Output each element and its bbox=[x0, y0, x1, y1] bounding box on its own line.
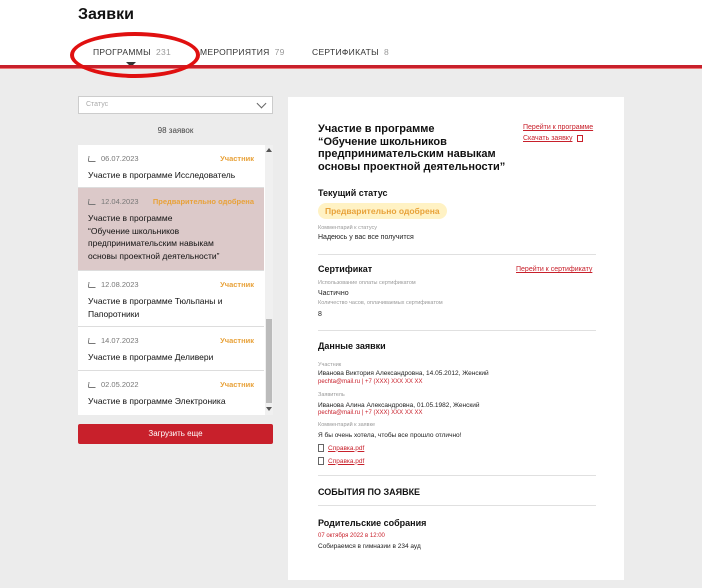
item-title: Участие в программе “Обучение школьников предпринимательским навыкам основы проектной деятельности” bbox=[88, 213, 220, 261]
item-date: 02.05.2022 bbox=[101, 380, 139, 389]
tab-events-count: 79 bbox=[274, 47, 285, 57]
reply-icon bbox=[87, 338, 96, 344]
request-detail-panel bbox=[288, 97, 624, 580]
item-title: Участие в программе Деливери bbox=[88, 352, 214, 362]
tab-events-label: МЕРОПРИЯТИЯ bbox=[200, 47, 270, 57]
list-item[interactable] bbox=[78, 271, 264, 327]
divider bbox=[318, 505, 596, 506]
status-badge: Предварительно одобрена bbox=[318, 203, 447, 219]
cert-hours: 8 bbox=[318, 311, 322, 318]
status-filter-select[interactable] bbox=[78, 96, 273, 114]
load-more-button[interactable]: Загрузить еще bbox=[78, 424, 273, 444]
item-role: Участник bbox=[220, 336, 254, 345]
list-item[interactable] bbox=[78, 145, 264, 188]
item-title: Участие в программе Электроника bbox=[88, 396, 226, 406]
cert-usage: Частично bbox=[318, 290, 349, 297]
applicant-label: Заявитель bbox=[318, 392, 345, 398]
status-comment-label: Комментарий к статусу bbox=[318, 225, 378, 231]
tab-certificates[interactable] bbox=[312, 47, 389, 57]
item-date: 12.04.2023 bbox=[101, 197, 139, 206]
item-title: Участие в программе Исследователь bbox=[88, 170, 236, 180]
attachment-name: Справка.pdf bbox=[328, 457, 365, 465]
status-heading: Текущий статус bbox=[318, 188, 388, 198]
attachment-name: Справка.pdf bbox=[328, 444, 365, 452]
scroll-up-icon[interactable] bbox=[266, 148, 272, 152]
item-date: 12.08.2023 bbox=[101, 280, 139, 289]
divider bbox=[318, 330, 596, 331]
status-comment: Надеюсь у вас все получится bbox=[318, 234, 414, 241]
tab-events[interactable] bbox=[200, 47, 285, 57]
participant-label: Участник bbox=[318, 362, 342, 368]
go-to-program-link[interactable]: Перейти к программе bbox=[523, 124, 594, 131]
certificate-heading: Сертификат bbox=[318, 264, 373, 274]
cert-usage-label: Использование оплаты сертификатом bbox=[318, 280, 416, 286]
detail-title: Участие в программе “Обучение школьников предпринимательским навыкам основы проектной деятельности” bbox=[318, 123, 506, 173]
page-title: Заявки bbox=[78, 6, 134, 23]
tab-programs-count: 231 bbox=[155, 47, 172, 57]
download-request-link[interactable]: Скачать заявку bbox=[523, 135, 573, 142]
event-description: Собираемся в гимназии в 234 ауд bbox=[318, 543, 421, 550]
request-count: 98 заявок bbox=[157, 126, 194, 135]
cert-hours-label: Количество часов, оплачиваемых сертификатом bbox=[318, 300, 443, 306]
file-icon bbox=[318, 457, 324, 465]
scroll-down-icon[interactable] bbox=[266, 407, 272, 411]
item-role: Участник bbox=[220, 280, 254, 289]
download-icon bbox=[577, 135, 583, 142]
item-date: 06.07.2023 bbox=[101, 154, 139, 163]
item-title: Участие в программе Тюльпаны и Папоротники bbox=[88, 296, 223, 319]
events-heading: СОБЫТИЯ ПО ЗАЯВКЕ bbox=[318, 487, 421, 497]
reply-icon bbox=[87, 156, 96, 162]
scrollbar-thumb[interactable] bbox=[266, 319, 272, 403]
attachment-link[interactable] bbox=[318, 457, 364, 465]
participant-contact[interactable]: pechta@mail.ru | +7 (XXX) XXX XX XX bbox=[318, 379, 423, 385]
request-comment-label: Комментарий к заявке bbox=[318, 422, 376, 428]
file-icon bbox=[318, 444, 324, 452]
event-date: 07 октября 2022 в 12:00 bbox=[318, 533, 385, 539]
reply-icon bbox=[87, 282, 96, 288]
reply-icon bbox=[87, 382, 96, 388]
request-list bbox=[78, 145, 273, 415]
chevron-down-icon bbox=[257, 99, 267, 109]
tab-programs-label: ПРОГРАММЫ bbox=[93, 47, 151, 57]
go-to-certificate-link[interactable]: Перейти к сертификату bbox=[516, 266, 593, 273]
tab-certificates-label: СЕРТИФИКАТЫ bbox=[312, 47, 379, 57]
item-date: 14.07.2023 bbox=[101, 336, 139, 345]
list-scrollbar[interactable] bbox=[265, 145, 273, 415]
item-role: Участник bbox=[220, 154, 254, 163]
applicant-info: Иванова Алина Александровна, 01.05.1982, Женский bbox=[318, 402, 480, 409]
request-data-heading: Данные заявки bbox=[318, 341, 386, 351]
list-item[interactable] bbox=[78, 327, 264, 371]
attachment-link[interactable] bbox=[318, 444, 364, 452]
highlight-annotation bbox=[70, 32, 200, 78]
list-item-selected[interactable] bbox=[78, 188, 264, 271]
status-filter-placeholder: Статус bbox=[86, 101, 109, 108]
event-title: Родительские собрания bbox=[318, 518, 427, 528]
divider bbox=[318, 254, 596, 255]
list-item[interactable] bbox=[78, 371, 264, 415]
divider bbox=[318, 475, 596, 476]
request-comment: Я бы очень хотела, чтобы все прошло отлично! bbox=[318, 432, 462, 439]
applicant-contact[interactable]: pechta@mail.ru | +7 (XXX) XXX XX XX bbox=[318, 410, 423, 416]
reply-icon bbox=[87, 199, 96, 205]
participant-info: Иванова Виктория Александровна, 14.05.2012, Женский bbox=[318, 370, 489, 377]
item-role: Участник bbox=[220, 380, 254, 389]
tab-certificates-count: 8 bbox=[383, 47, 389, 57]
item-role: Предварительно одобрена bbox=[152, 197, 254, 206]
